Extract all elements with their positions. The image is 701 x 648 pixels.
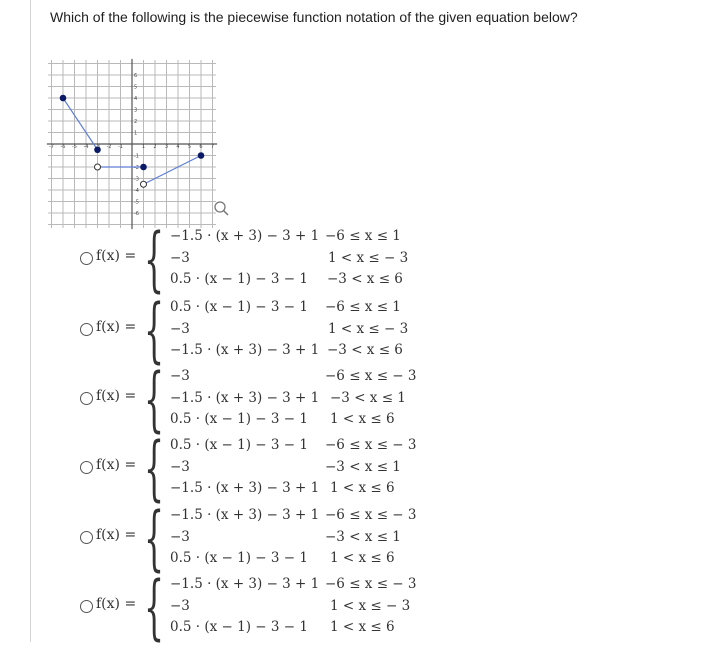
x-tick-label: -1 [118, 144, 123, 150]
piece-expression: −3 [170, 368, 190, 384]
endpoint-open [95, 164, 101, 170]
piece-domain: −6 ≤ x ≤ 1 [325, 228, 401, 244]
piece-domain: −3 < x ≤ 1 [325, 459, 401, 475]
piece-domain: −6 ≤ x ≤ − 3 [325, 368, 417, 384]
function-graph [49, 40, 232, 220]
y-tick-label: 2 [134, 119, 138, 125]
endpoint-closed [140, 164, 147, 171]
radio-button[interactable] [80, 323, 93, 336]
piece-expression: 0.5 · (x − 1) − 3 − 1 [170, 437, 308, 453]
piece-domain: 1 < x ≤ 6 [330, 619, 395, 635]
x-tick-label: 3 [164, 144, 169, 150]
function-label: f(x) = [96, 527, 137, 543]
piece-domain: 1 < x ≤ 6 [330, 480, 395, 496]
x-tick-label: -7 [49, 144, 54, 150]
question-text: Which of the following is the piecewise function notation of the given equation below? [50, 9, 578, 25]
left-brace-icon: { [144, 427, 165, 509]
y-tick-label: -4 [134, 188, 139, 194]
segment-decreasing [60, 98, 98, 150]
radio-button[interactable] [80, 461, 93, 474]
y-tick-label: -6 [134, 211, 139, 217]
piece-expression: −1.5 · (x + 3) − 3 + 1 [170, 228, 320, 244]
function-label: f(x) = [96, 248, 137, 264]
y-tick-label: 3 [134, 107, 138, 114]
x-tick-label: -5 [72, 144, 77, 150]
piece-expression: 0.5 · (x − 1) − 3 − 1 [170, 299, 308, 315]
y-tick-label: -2 [134, 165, 139, 171]
piece-domain: −3 < x ≤ 6 [327, 271, 403, 287]
piece-expression: 0.5 · (x − 1) − 3 − 1 [170, 411, 308, 427]
piece-domain: 1 < x ≤ − 3 [328, 250, 409, 266]
x-tick-label: -4 [83, 144, 89, 150]
x-tick-label: 4 [176, 144, 180, 150]
radio-button[interactable] [80, 252, 93, 265]
endpoint-open [141, 181, 147, 187]
piece-expression: 0.5 · (x − 1) − 3 − 1 [170, 550, 308, 566]
x-tick-label: 6 [199, 144, 203, 150]
piece-domain: −3 < x ≤ 6 [327, 342, 403, 358]
y-tick-label: 6 [134, 73, 138, 79]
piece-expression: −3 [170, 598, 190, 614]
answer-option-4[interactable] [80, 427, 460, 509]
piece-domain: −6 ≤ x ≤ 1 [325, 299, 401, 315]
radio-button[interactable] [80, 600, 93, 613]
answer-option-1[interactable] [80, 218, 460, 300]
piece-expression: −3 [170, 459, 190, 475]
radio-button[interactable] [80, 531, 93, 544]
y-tick-label: 1 [134, 130, 138, 137]
x-tick-label: 7 [210, 144, 215, 150]
left-brace-icon: { [144, 289, 165, 371]
piece-expression: −3 [170, 321, 190, 337]
left-brace-icon: { [144, 358, 165, 440]
piece-expression: 0.5 · (x − 1) − 3 − 1 [170, 619, 308, 635]
piece-expression: 0.5 · (x − 1) − 3 − 1 [170, 271, 308, 287]
piece-domain: −6 ≤ x ≤ − 3 [325, 507, 417, 523]
x-tick-label: 5 [187, 144, 192, 150]
magnifier-icon[interactable] [215, 202, 228, 215]
x-tick-label: -6 [60, 144, 66, 150]
piece-expression: −3 [170, 529, 190, 545]
piece-domain: 1 < x ≤ − 3 [330, 598, 411, 614]
y-tick-label: -3 [134, 176, 139, 183]
segment-increasing [144, 156, 202, 185]
endpoint-closed [198, 152, 205, 159]
endpoint-closed [60, 95, 67, 102]
piece-expression: −1.5 · (x + 3) − 3 + 1 [170, 390, 320, 406]
function-label: f(x) = [96, 388, 137, 404]
piece-domain: 1 < x ≤ 6 [330, 411, 395, 427]
y-tick-label: 5 [134, 84, 138, 91]
piece-domain: 1 < x ≤ − 3 [328, 321, 409, 337]
left-brace-icon: { [144, 218, 165, 300]
answer-option-3[interactable] [80, 358, 460, 440]
piece-domain: 1 < x ≤ 6 [330, 550, 395, 566]
answer-option-6[interactable] [80, 566, 460, 648]
piece-expression: −1.5 · (x + 3) − 3 + 1 [170, 480, 320, 496]
piece-expression: −3 [170, 250, 190, 266]
function-label: f(x) = [96, 596, 137, 612]
y-tick-label: -1 [134, 153, 139, 160]
piece-domain: −3 < x ≤ 1 [325, 529, 401, 545]
radio-button[interactable] [80, 392, 93, 405]
answer-option-5[interactable] [80, 497, 460, 579]
function-label: f(x) = [96, 319, 137, 335]
piece-expression: −1.5 · (x + 3) − 3 + 1 [170, 342, 320, 358]
x-tick-label: 2 [153, 144, 157, 150]
y-tick-label: 4 [134, 96, 138, 102]
answer-option-2[interactable] [80, 289, 460, 371]
endpoint-closed [94, 146, 101, 153]
piece-expression: −1.5 · (x + 3) − 3 + 1 [170, 576, 320, 592]
x-tick-label: -2 [106, 144, 112, 150]
piece-domain: −6 ≤ x ≤ − 3 [325, 437, 417, 453]
piece-expression: −1.5 · (x + 3) − 3 + 1 [170, 507, 320, 523]
function-label: f(x) = [96, 457, 137, 473]
left-brace-icon: { [144, 566, 165, 648]
piece-domain: −6 ≤ x ≤ − 3 [325, 576, 417, 592]
y-tick-label: -5 [134, 199, 139, 206]
piece-domain: −3 < x ≤ 1 [330, 390, 406, 406]
x-tick-label: 1 [141, 144, 146, 150]
left-brace-icon: { [144, 497, 165, 579]
